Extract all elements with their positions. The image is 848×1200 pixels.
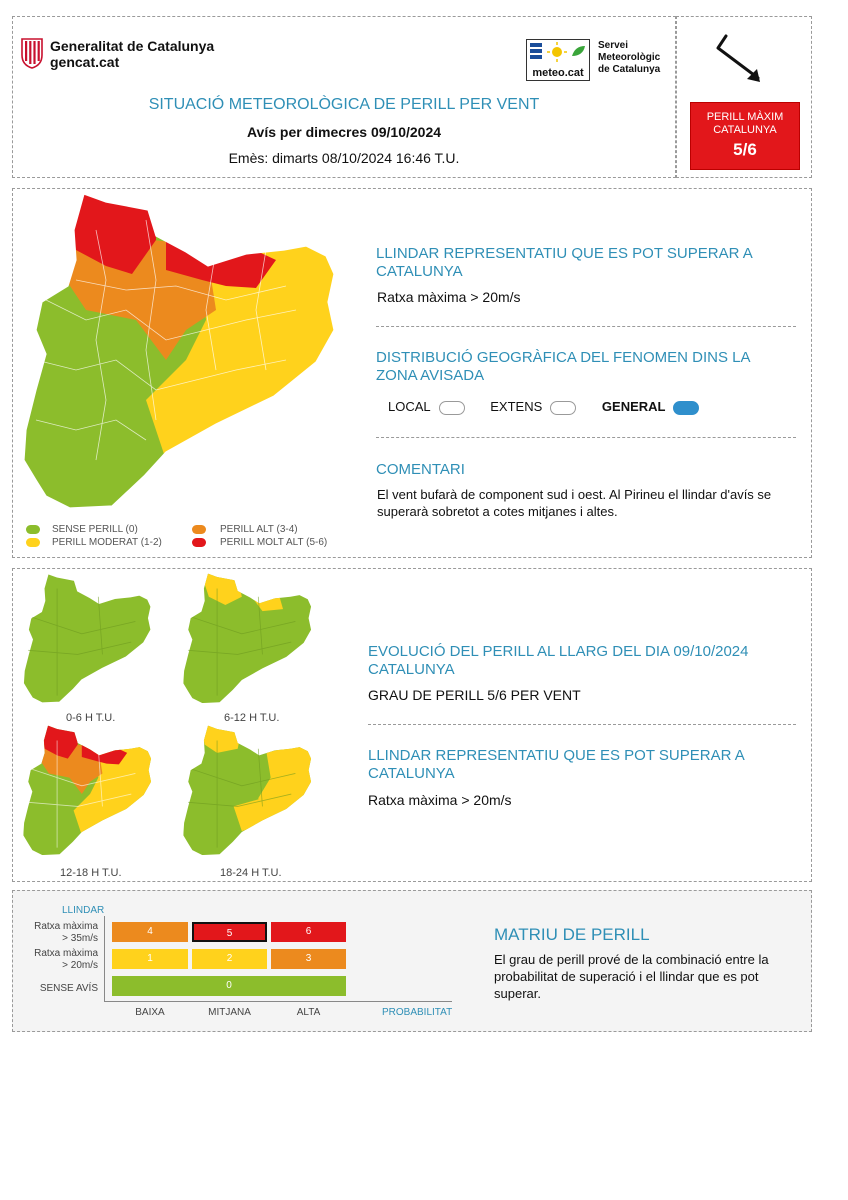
gencat-name: Generalitat de Catalunya	[50, 38, 215, 54]
matrix-cell: 6	[271, 922, 346, 942]
toggle-general	[673, 401, 699, 415]
smc-name-3: de Catalunya	[598, 64, 661, 75]
max-danger-label-2: CATALUNYA	[713, 124, 777, 136]
matrix-llindar-label: LLINDAR	[62, 905, 105, 916]
map-12-18	[18, 724, 158, 860]
page-title: SITUACIÓ METEOROLÒGICA DE PERILL PER VENT	[148, 96, 540, 113]
toggle-extens	[550, 401, 576, 415]
matrix-cell: 5	[192, 922, 267, 942]
matrix-x-axis	[104, 1001, 452, 1002]
generalitat-logo-icon	[20, 37, 44, 69]
matrix-cell: 3	[271, 949, 346, 969]
period-label-12-18: 12-18 H T.U.	[60, 867, 122, 879]
legend-perill-molt-alt: PERILL MOLT ALT (5-6)	[220, 537, 328, 548]
legend-green-swatch	[26, 525, 40, 534]
legend-orange-swatch	[192, 525, 206, 534]
evolution-heading: EVOLUCIÓ DEL PERILL AL LLARG DEL DIA 09/10/2024 CATALUNYA	[368, 643, 749, 678]
matrix-row-none-label: SENSE AVÍS	[39, 983, 98, 994]
smc-name-2: Meteorològic	[598, 52, 661, 63]
option-extens-label: EXTENS	[490, 399, 543, 414]
legend-sense-perill: SENSE PERILL (0)	[52, 524, 138, 535]
matrix-row-mid-label-2: > 20m/s	[62, 960, 98, 971]
distribution-heading: DISTRIBUCIÓ GEOGRÀFICA DEL FENOMEN DINS LA ZONA AVISADA	[376, 349, 750, 384]
evolution-threshold-heading: LLINDAR REPRESENTATIU QUE ES POT SUPERAR A CATALUNYA	[368, 747, 744, 782]
smc-logo	[526, 39, 590, 81]
matrix-cell: 2	[192, 949, 267, 969]
evolution-value: GRAU DE PERILL 5/6 PER VENT	[368, 687, 581, 703]
period-label-6-12: 6-12 H T.U.	[224, 712, 280, 724]
matrix-text: El grau de perill prové de la combinació entre la probabilitat de superació i el llindar que es pot superar.	[494, 952, 769, 1001]
comment-text: El vent bufarà de component sud i oest. Al Pirineu el llindar d'avís se superarà sobretot a cotes mitjanes i altes.	[377, 487, 772, 519]
separator	[368, 724, 796, 725]
smc-name-1: Servei	[598, 40, 629, 51]
toggle-local	[439, 401, 465, 415]
matrix-y-axis	[104, 916, 105, 1002]
period-label-0-6: 0-6 H T.U.	[66, 712, 116, 724]
gencat-url[interactable]: gencat.cat	[50, 54, 120, 70]
legend-red-swatch	[192, 538, 206, 547]
option-general-label: GENERAL	[601, 399, 666, 414]
matrix-row-high-label-1: Ratxa màxima	[34, 921, 98, 932]
distribution-options	[388, 399, 699, 415]
matrix-col-mitjana: MITJANA	[208, 1007, 251, 1018]
legend-yellow-swatch	[26, 538, 40, 547]
page-subtitle: Avís per dimecres 09/10/2024	[246, 124, 442, 140]
matrix-cell: 1	[112, 949, 188, 969]
evolution-threshold-value: Ratxa màxima > 20m/s	[368, 792, 512, 808]
max-danger-badge	[690, 102, 800, 170]
wind-direction-icon	[714, 28, 770, 88]
matrix-probabilitat-label: PROBABILITAT	[382, 1007, 453, 1018]
map-18-24	[178, 724, 318, 860]
separator	[376, 326, 796, 327]
period-label-18-24: 18-24 H T.U.	[220, 867, 282, 879]
matrix-row-high-label-2: > 35m/s	[62, 933, 98, 944]
matrix-col-baixa: BAIXA	[135, 1007, 165, 1018]
comment-heading: COMENTARI	[376, 461, 465, 478]
max-danger-label-1: PERILL MÀXIM	[706, 111, 784, 123]
separator	[376, 437, 796, 438]
issued-date: Emès: dimarts 08/10/2024 16:46 T.U.	[228, 150, 460, 166]
option-extens	[490, 399, 580, 414]
smc-weather-icon	[527, 40, 589, 66]
legend-perill-moderat: PERILL MODERAT (1-2)	[52, 537, 162, 548]
option-local	[388, 399, 468, 414]
map-6-12	[178, 572, 318, 708]
matrix-row-mid-label-1: Ratxa màxima	[34, 948, 98, 959]
option-local-label: LOCAL	[388, 399, 431, 414]
catalonia-danger-map	[16, 190, 346, 520]
map-0-6	[18, 572, 158, 708]
legend-perill-alt: PERILL ALT (3-4)	[220, 524, 298, 535]
threshold-heading: LLINDAR REPRESENTATIU QUE ES POT SUPERAR A CATALUNYA	[376, 245, 752, 280]
matrix-cell: 4	[112, 922, 188, 942]
matrix-heading: MATRIU DE PERILL	[494, 925, 650, 944]
threshold-value: Ratxa màxima > 20m/s	[377, 289, 521, 305]
smc-badge: meteo.cat	[532, 67, 584, 79]
matrix-cell: 0	[112, 976, 346, 996]
matrix-col-alta: ALTA	[296, 1007, 321, 1018]
option-general	[602, 399, 700, 414]
max-danger-value: 5/6	[733, 140, 757, 159]
